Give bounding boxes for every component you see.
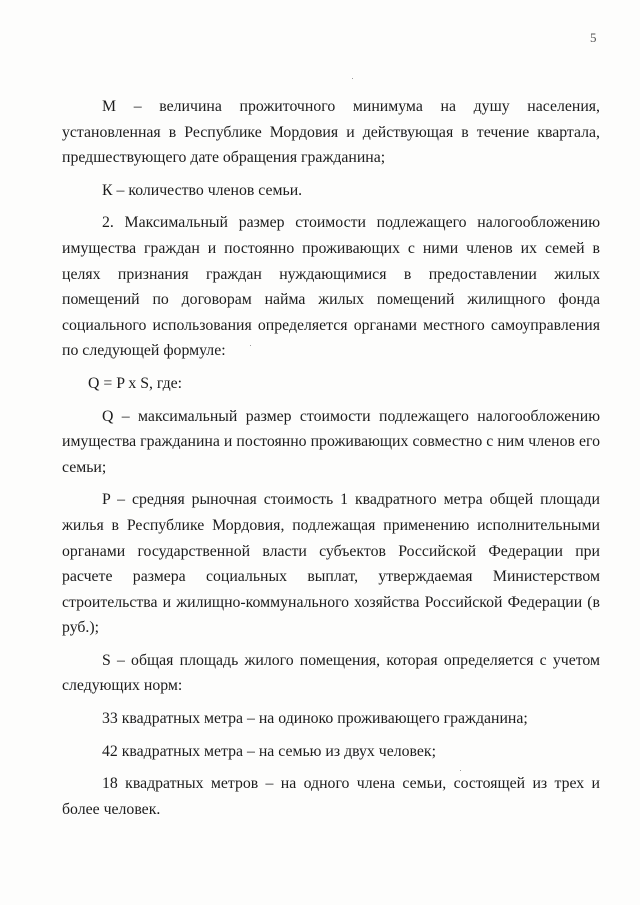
paragraph-definition-p: P – средняя рыночная стоимость 1 квадратного метра общей площади жилья в Республике Мордовия, подлежащая применению исполнительными органами государственной власти субъектов Российской Федерации при расчете размера социальных выплат, утверждаемая Министерством строительства и жилищно-коммунального хозяйства Российской Федерации (в руб.); <box>62 491 600 637</box>
scan-speck <box>460 770 461 771</box>
norm-single: 33 квадратных метра – на одиноко проживающего гражданина; <box>102 710 528 728</box>
norm-three-or-more: 18 квадратных метров – на одного члена семьи, состоящей из трех и более человек. <box>62 775 600 818</box>
scan-speck <box>352 78 353 79</box>
paragraph-definition-k: К – количество членов семьи. <box>102 181 303 199</box>
page-number: 5 <box>590 30 597 45</box>
paragraph-definition-s: S – общая площадь жилого помещения, которая определяется с учетом следующих норм: <box>62 651 600 695</box>
norm-two-persons: 42 квадратных метра – на семью из двух человек; <box>102 742 436 760</box>
scan-speck <box>250 345 251 346</box>
paragraph-item-2: 2. Максимальный размер стоимости подлежащего налогообложению имущества граждан и постоянно проживающих с ними членов их семей в целях признания граждан нуждающимися в предоставлении жилых помещений по договорам найма жилых помещений жилищного фонда социального использования определяется органами местного самоуправления по следующей формуле: <box>62 214 600 360</box>
paragraph-definition-q: Q – максимальный размер стоимости подлежащего налогообложению имущества гражданина и постоянно проживающих совместно с ним членов его семьи; <box>62 407 600 476</box>
paragraph-definition-m: М – величина прожиточного минимума на душу населения, установленная в Республике Мордовия и действующая в течение квартала, предшествующего дате обращения гражданина; <box>62 98 600 167</box>
formula: Q = P x S, где: <box>88 374 183 392</box>
document-body <box>62 94 600 829</box>
